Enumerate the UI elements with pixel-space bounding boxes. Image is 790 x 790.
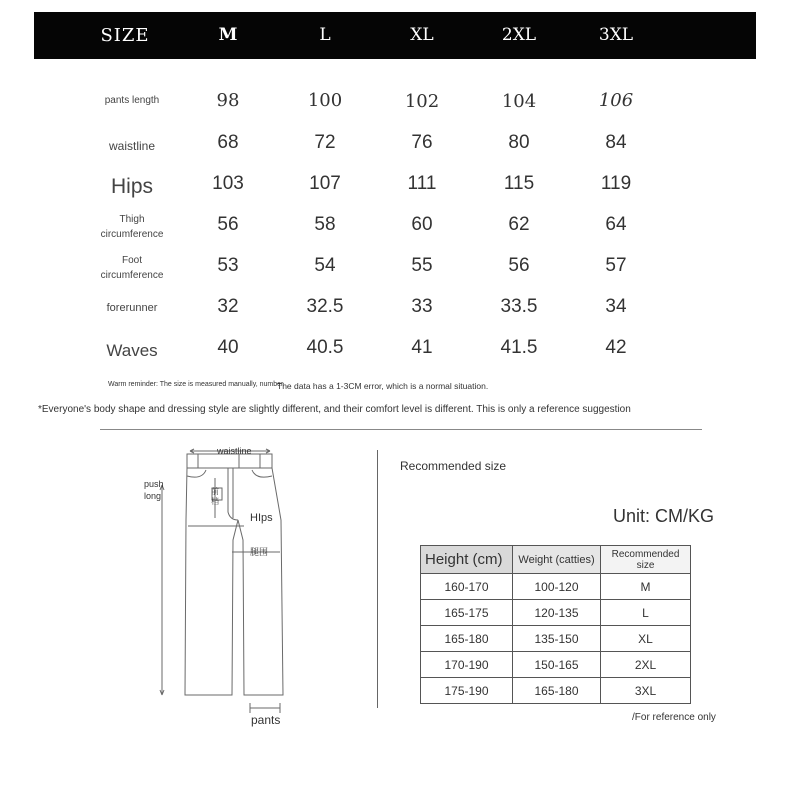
value-cell: 33.5 xyxy=(500,296,538,317)
diagram-label-push-long xyxy=(144,478,164,502)
value-cell: 115 xyxy=(503,173,535,194)
table-row xyxy=(421,574,691,600)
table-row xyxy=(421,626,691,652)
value-cell: 40 xyxy=(217,337,239,358)
diagram-label-line: 前 xyxy=(211,487,219,496)
table-cell: 2XL xyxy=(601,652,691,678)
table-cell: 165-180 xyxy=(421,626,513,652)
value-cell: 103 xyxy=(212,173,244,194)
row-label-thigh-circumference xyxy=(88,212,176,242)
row-label-pants-length: pants length xyxy=(104,95,160,106)
value-cell: 104 xyxy=(501,91,537,112)
value-cell: 53 xyxy=(217,255,239,276)
value-cell: 68 xyxy=(217,132,239,153)
value-cell: 106 xyxy=(598,90,634,111)
row-label-hips: Hips xyxy=(110,175,153,198)
row-label-line: Thigh xyxy=(119,214,145,225)
table-cell: M xyxy=(601,574,691,600)
size-header-bar xyxy=(34,12,756,59)
value-cell: 80 xyxy=(508,132,530,153)
row-label-waves: Waves xyxy=(106,341,158,360)
diagram-label-hips: HIps xyxy=(250,512,273,524)
diagram-label-line: long xyxy=(144,491,162,501)
value-cell: 60 xyxy=(411,214,433,235)
value-cell: 55 xyxy=(411,255,433,276)
value-cell: 98 xyxy=(216,90,240,111)
warm-reminder-note: Warm reminder: The size is measured manually, number xyxy=(108,381,284,388)
row-label-line: Foot xyxy=(121,255,142,266)
row-label-waistline: waistline xyxy=(108,139,156,153)
row-label-forerunner: forerunner xyxy=(106,302,158,314)
header-recommended-size: Recommended size xyxy=(601,546,691,574)
value-cell: 119 xyxy=(600,173,632,194)
value-cell: 32 xyxy=(217,296,239,317)
value-cell: 58 xyxy=(314,214,336,235)
diagram-label-waistline: waistline xyxy=(217,446,252,456)
row-label-line: circumference xyxy=(100,270,164,281)
table-row xyxy=(421,600,691,626)
table-cell: 135-150 xyxy=(513,626,601,652)
size-header-xl: XL xyxy=(410,25,434,45)
value-cell: 111 xyxy=(407,173,437,194)
table-cell: 3XL xyxy=(601,678,691,704)
value-cell: 34 xyxy=(605,296,627,317)
header-height: Height (cm) xyxy=(421,546,513,574)
size-header-l: L xyxy=(319,25,331,45)
recommended-size-title: Recommended size xyxy=(400,459,507,473)
disclaimer-note: *Everyone's body shape and dressing style are slightly different, and their comfort level is different. This is only a reference suggestion xyxy=(38,404,631,415)
table-header-row xyxy=(421,546,691,574)
column-divider xyxy=(377,450,378,708)
size-header-m: M xyxy=(218,25,238,45)
value-cell: 41.5 xyxy=(500,337,538,358)
value-cell: 32.5 xyxy=(306,296,344,317)
table-cell: 175-190 xyxy=(421,678,513,704)
table-cell: 170-190 xyxy=(421,652,513,678)
table-cell: 160-170 xyxy=(421,574,513,600)
value-cell: 56 xyxy=(217,214,239,235)
unit-label: Unit: CM/KG xyxy=(613,506,715,526)
diagram-label-thigh: 腿围 xyxy=(250,547,269,557)
header-weight: Weight (catties) xyxy=(513,546,601,574)
value-cell: 102 xyxy=(404,91,440,112)
pants-diagram xyxy=(140,440,300,735)
table-cell: 100-120 xyxy=(513,574,601,600)
size-header-2xl: 2XL xyxy=(501,25,537,45)
value-cell: 56 xyxy=(508,255,530,276)
value-cell: 57 xyxy=(605,255,627,276)
value-cell: 76 xyxy=(411,132,433,153)
value-cell: 54 xyxy=(314,255,336,276)
row-label-line: circumference xyxy=(100,229,164,240)
value-cell: 41 xyxy=(411,337,433,358)
size-header-3xl: 3XL xyxy=(598,25,634,45)
table-cell: 165-175 xyxy=(421,600,513,626)
diagram-label-front-rise xyxy=(211,487,219,507)
value-cell: 84 xyxy=(605,132,627,153)
value-cell: 62 xyxy=(508,214,530,235)
table-cell: 150-165 xyxy=(513,652,601,678)
reference-footnote: /For reference only xyxy=(632,712,716,723)
value-cell: 72 xyxy=(314,132,336,153)
recommended-size-table xyxy=(420,545,691,704)
section-divider xyxy=(100,429,702,430)
diagram-label-line: push xyxy=(144,479,164,489)
table-cell: L xyxy=(601,600,691,626)
value-cell: 42 xyxy=(605,337,627,358)
table-cell: 120-135 xyxy=(513,600,601,626)
value-cell: 107 xyxy=(309,173,341,194)
diagram-label-line: 档 xyxy=(211,497,219,506)
row-label-foot-circumference xyxy=(88,253,176,283)
error-note: The data has a 1-3CM error, which is a normal situation. xyxy=(277,381,489,391)
value-cell: 33 xyxy=(411,296,433,317)
value-cell: 64 xyxy=(605,214,627,235)
value-cell: 100 xyxy=(307,90,343,111)
table-row xyxy=(421,678,691,704)
table-row xyxy=(421,652,691,678)
table-cell: XL xyxy=(601,626,691,652)
value-cell: 40.5 xyxy=(306,337,344,358)
diagram-label-pants: pants xyxy=(251,713,281,727)
size-column-header: SIZE xyxy=(100,25,150,46)
table-cell: 165-180 xyxy=(513,678,601,704)
